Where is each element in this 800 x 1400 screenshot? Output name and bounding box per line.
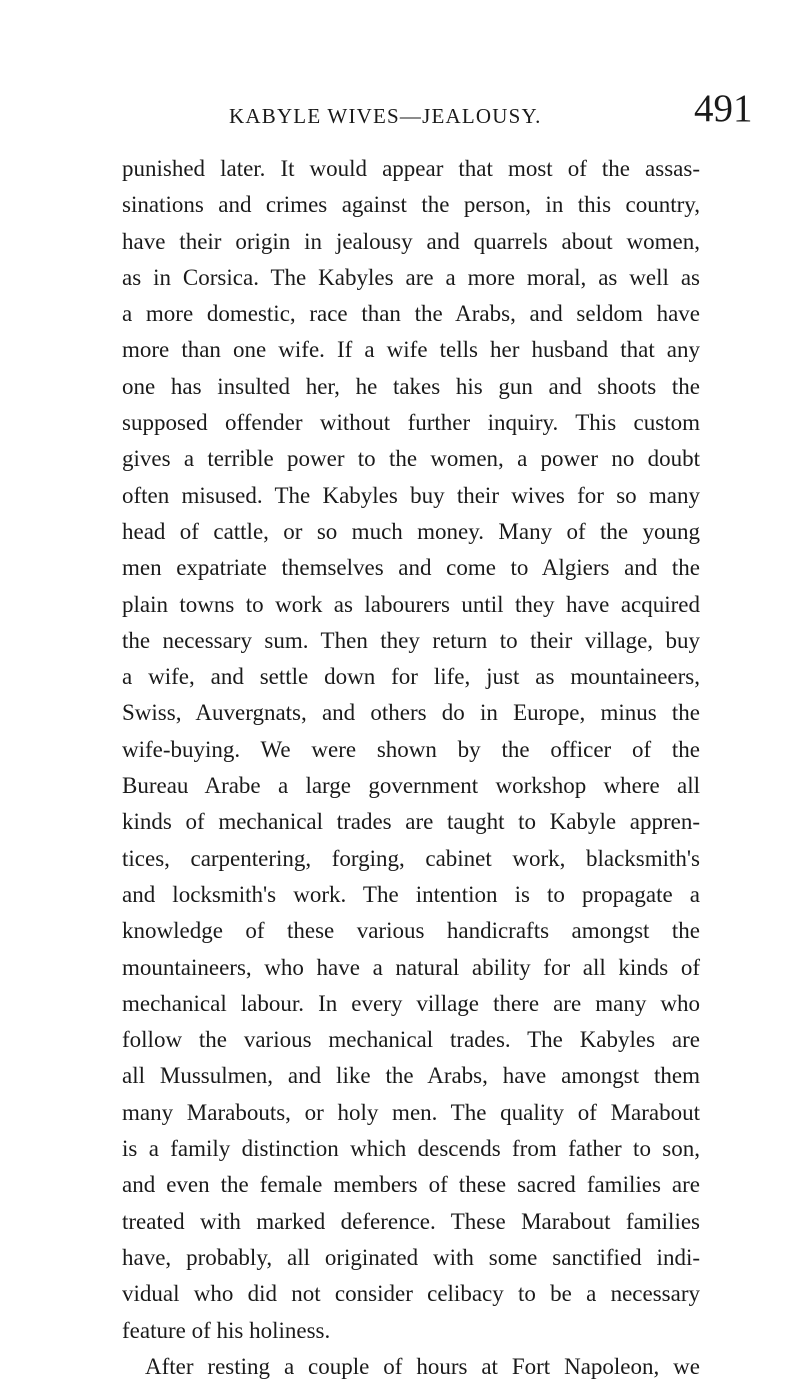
- text-line: all Mussulmen, and like the Arabs, have amongst them: [122, 1063, 700, 1089]
- running-title: KABYLE WIVES—JEALOUSY.: [229, 104, 542, 128]
- text-line: Bureau Arabe a large government workshop where all: [122, 773, 700, 799]
- text-line: sinations and crimes against the person, in this country,: [122, 192, 700, 218]
- text-line: is a family distinction which descends from father to son,: [122, 1136, 700, 1162]
- text-line: have their origin in jealousy and quarrels about women,: [122, 228, 700, 254]
- running-head: [0, 78, 800, 138]
- text-line: knowledge of these various handicrafts amongst the: [122, 918, 700, 944]
- text-line: kinds of mechanical trades are taught to Kabyle appren-: [122, 809, 700, 835]
- text-line: supposed offender without further inquiry. This custom: [122, 410, 700, 436]
- text-line: treated with marked deference. These Marabout families: [122, 1208, 700, 1234]
- text-line: vidual who did not consider celibacy to be a necessary: [122, 1281, 700, 1307]
- text-line: wife-buying. We were shown by the officer of the: [122, 736, 700, 762]
- text-line: mountaineers, who have a natural ability for all kinds of: [122, 954, 700, 980]
- text-line: punished later. It would appear that most of the assas-: [122, 156, 700, 181]
- text-line: often misused. The Kabyles buy their wives for so many: [122, 482, 700, 508]
- text-line: follow the various mechanical trades. The Kabyles are: [122, 1027, 700, 1053]
- paragraph-end-line: feature of his holiness.: [122, 1317, 331, 1343]
- text-line: a more domestic, race than the Arabs, and seldom have: [122, 301, 700, 327]
- text-line: gives a terrible power to the women, a power no doubt: [122, 446, 700, 472]
- text-line: plain towns to work as labourers until they have acquired: [122, 591, 700, 617]
- text-line: head of cattle, or so much money. Many of the young: [122, 518, 700, 544]
- text-line: and even the female members of these sacred families are: [122, 1172, 700, 1198]
- text-line: tices, carpentering, forging, cabinet work, blacksmith's: [122, 845, 700, 871]
- page-number: 491: [694, 87, 753, 130]
- text-line: Swiss, Auvergnats, and others do in Europe, minus the: [122, 700, 700, 726]
- text-line: many Marabouts, or holy men. The quality of Marabout: [122, 1099, 700, 1125]
- text-line: the necessary sum. Then they return to their village, buy: [122, 627, 700, 653]
- text-line: men expatriate themselves and come to Algiers and the: [122, 555, 700, 581]
- text-line: mechanical labour. In every village there are many who: [122, 990, 700, 1016]
- paragraph-start-line: After resting a couple of hours at Fort Napoleon, we: [145, 1353, 700, 1379]
- text-line: one has insulted her, he takes his gun and shoots the: [122, 373, 700, 399]
- text-line: more than one wife. If a wife tells her husband that any: [122, 337, 700, 363]
- text-line: a wife, and settle down for life, just as mountaineers,: [122, 664, 700, 690]
- text-line: and locksmith's work. The intention is to propagate a: [122, 881, 700, 907]
- text-line: have, probably, all originated with some sanctified indi-: [122, 1244, 700, 1270]
- body-text: [122, 151, 700, 1385]
- text-line: as in Corsica. The Kabyles are a more moral, as well as: [122, 264, 700, 290]
